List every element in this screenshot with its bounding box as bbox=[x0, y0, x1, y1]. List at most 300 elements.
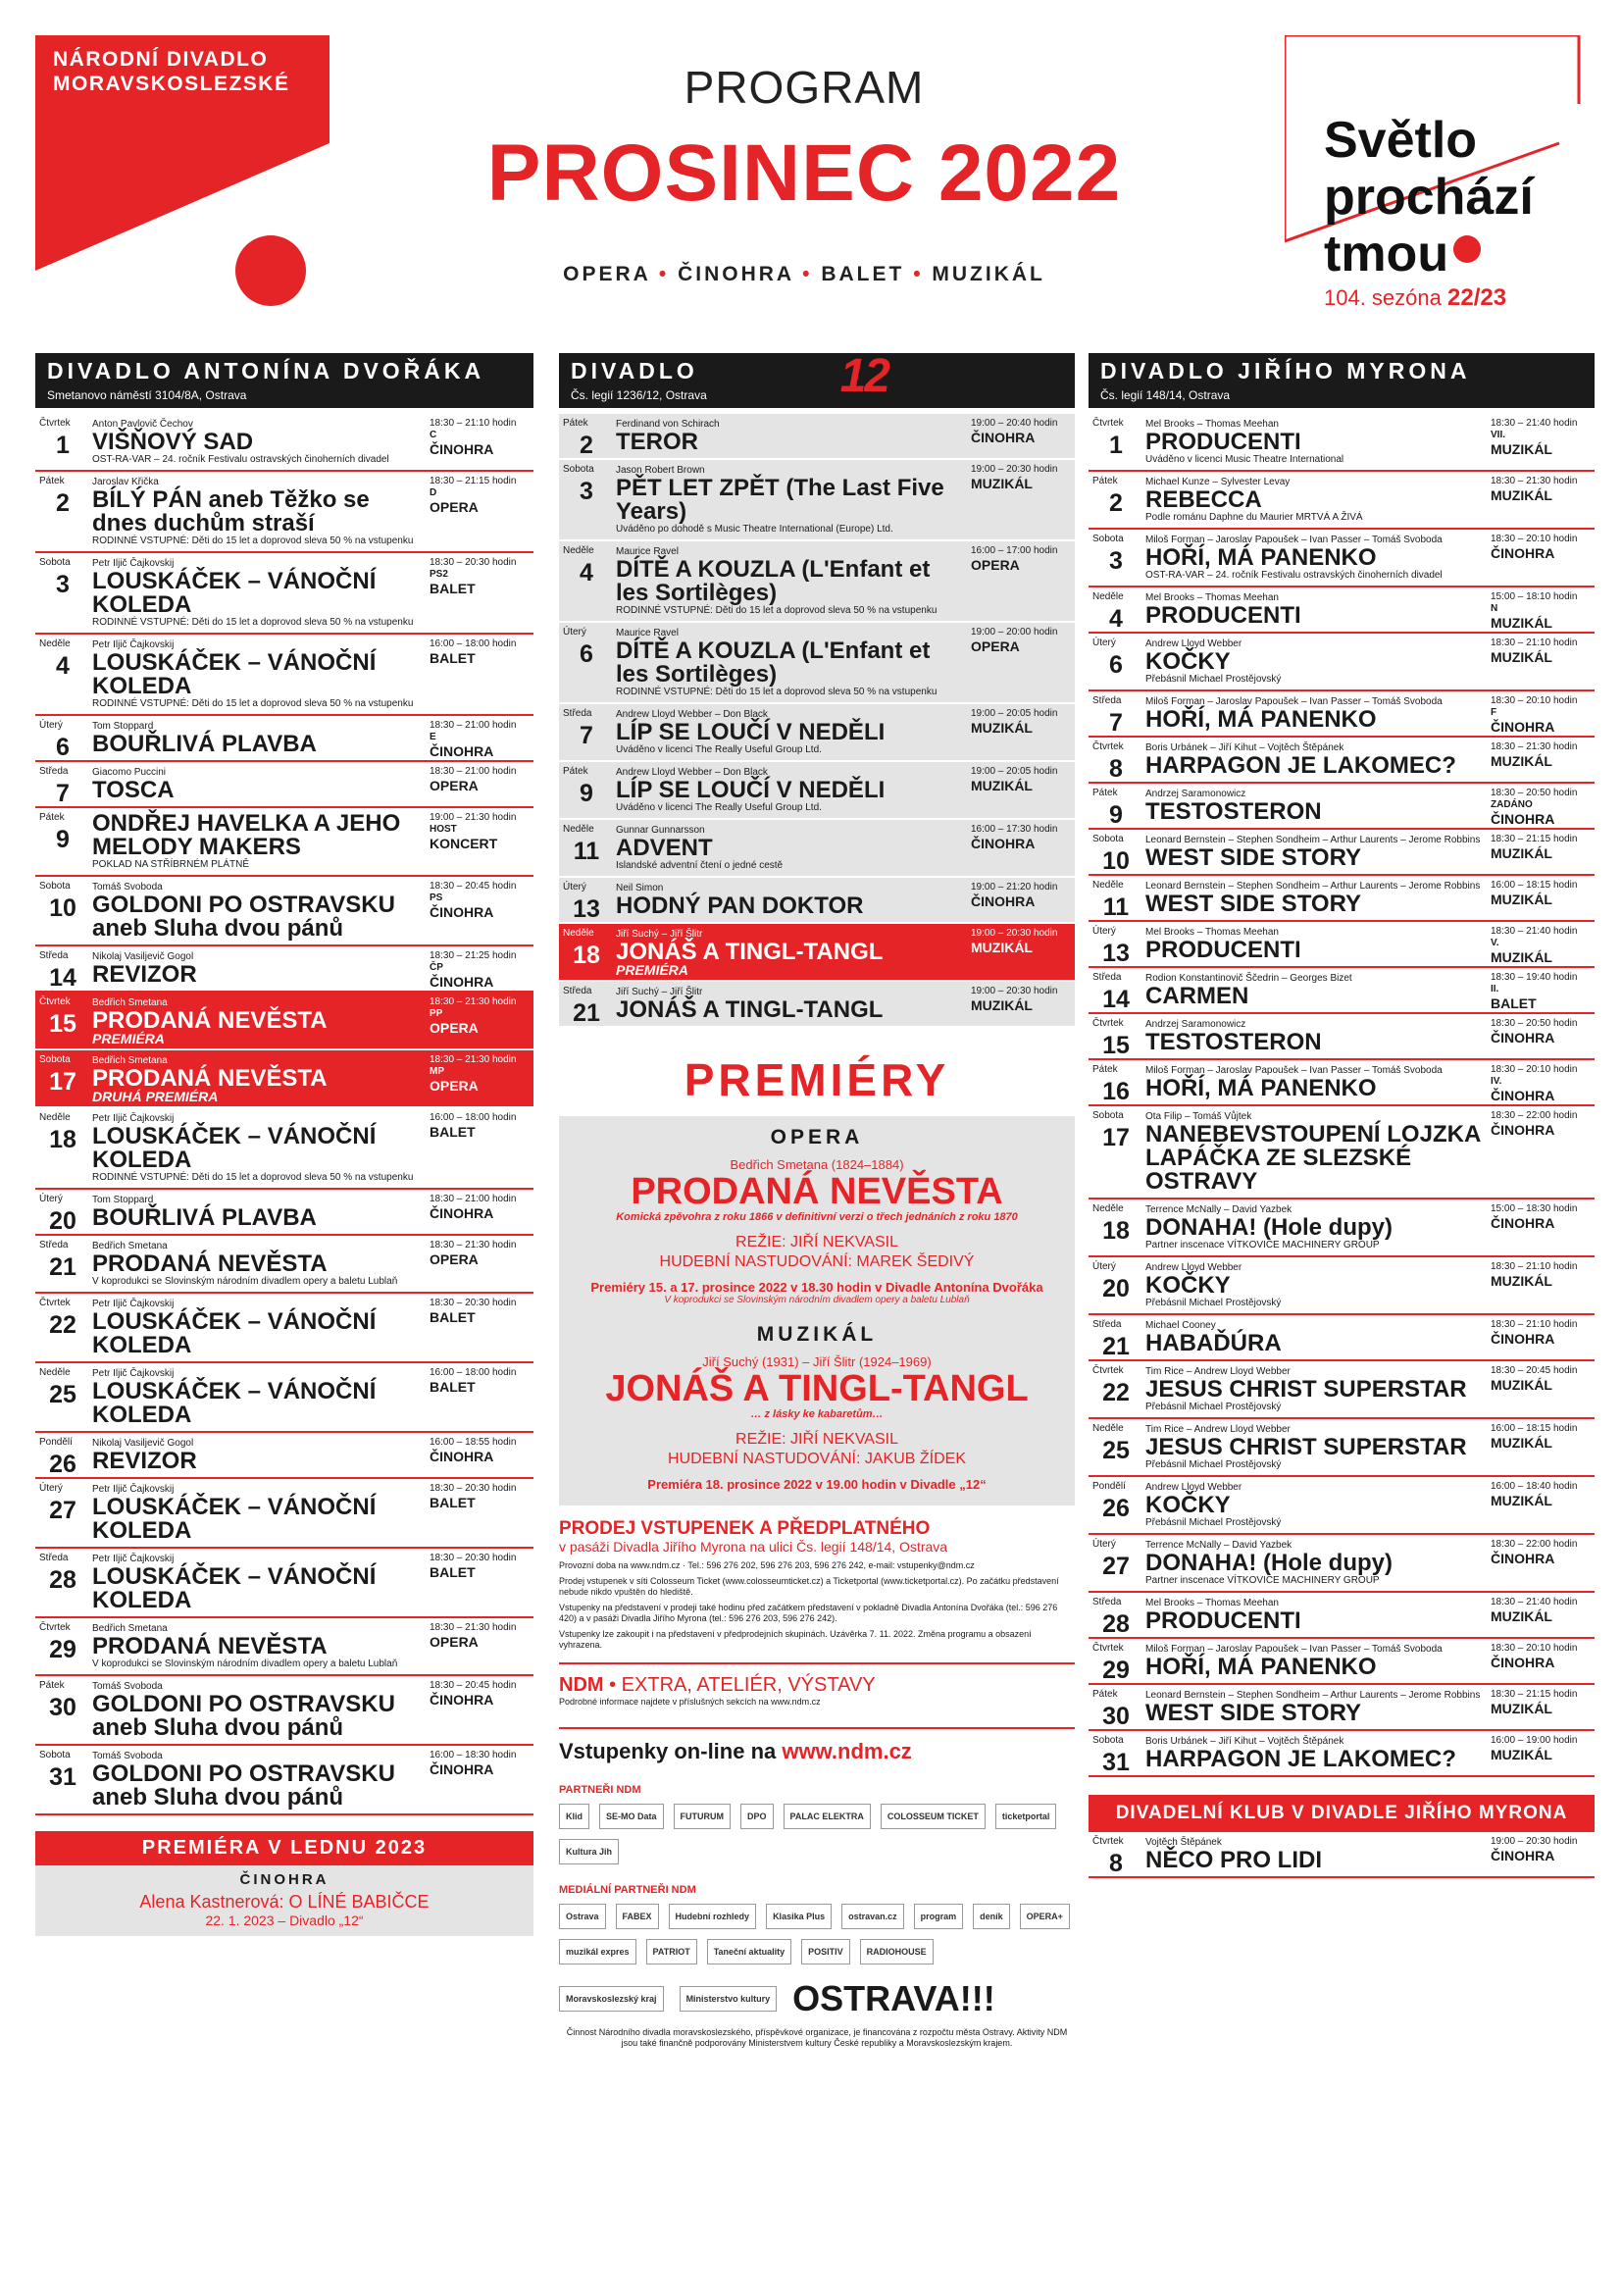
event-author: Bedřich Smetana bbox=[92, 1241, 168, 1251]
event-time: 19:00 – 20:30 hodin bbox=[971, 986, 1058, 996]
event-note: V koprodukci se Slovinským národním divadlem opery a baletu Lublaň bbox=[92, 1276, 398, 1287]
event-row[interactable] bbox=[1089, 691, 1595, 738]
event-title[interactable]: PRODANÁ NEVĚSTA bbox=[92, 1007, 328, 1034]
media-partner-logo[interactable]: PATRIOT bbox=[646, 1939, 697, 1964]
event-author: Jiří Suchý – Jiří Šlitr bbox=[616, 929, 703, 940]
partner-logo[interactable]: SE-MO Data bbox=[599, 1804, 664, 1829]
event-title[interactable]: KOČKY bbox=[1145, 648, 1231, 675]
event-title[interactable]: CARMEN bbox=[1145, 983, 1249, 1009]
event-title[interactable]: DÍTĚ A KOUZLA (L'Enfant et les Sortilèges) bbox=[616, 556, 931, 606]
event-genre: MUZIKÁL bbox=[1491, 1608, 1552, 1624]
event-row[interactable] bbox=[35, 808, 533, 877]
event-time: 18:30 – 21:10 hodin bbox=[1491, 1319, 1578, 1330]
event-date-number: 7 bbox=[56, 780, 70, 807]
event-date-number: 27 bbox=[1102, 1553, 1130, 1580]
ministry-logo[interactable]: Ministerstvo kultury bbox=[680, 1986, 778, 2012]
january-premiere-genre: ČINOHRA bbox=[239, 1871, 329, 1888]
event-title[interactable]: PRODANÁ NEVĚSTA bbox=[92, 1065, 328, 1092]
genre-ballet[interactable]: BALET bbox=[821, 263, 905, 285]
event-time: 18:30 – 20:30 hodin bbox=[430, 1553, 517, 1563]
event-title[interactable]: REVIZOR bbox=[92, 961, 197, 988]
event-date-number: 28 bbox=[1102, 1610, 1130, 1638]
event-note: Uváděno po dohodě s Music Theatre International (Europe) Ltd. bbox=[616, 524, 893, 535]
premiere-opera-date: Premiéry 15. a 17. prosince 2022 v 18.30 hodin v Divadle Antonína Dvořáka bbox=[590, 1280, 1043, 1295]
event-title[interactable]: PRODUCENTI bbox=[1145, 1607, 1301, 1634]
event-date-number: 22 bbox=[1102, 1379, 1130, 1406]
event-note: Přebásnil Michael Prostějovský bbox=[1145, 1517, 1282, 1528]
event-day: Pátek bbox=[39, 476, 65, 486]
partner-logos bbox=[559, 1804, 1075, 1864]
genre-musical[interactable]: MUZIKÁL bbox=[932, 263, 1045, 285]
event-genre: ČINOHRA bbox=[971, 430, 1036, 445]
event-row[interactable] bbox=[559, 704, 1075, 762]
event-title[interactable]: ADVENT bbox=[616, 835, 713, 861]
partner-logo[interactable]: DPO bbox=[740, 1804, 774, 1829]
event-row[interactable] bbox=[559, 878, 1075, 924]
premiere-opera-title[interactable]: PRODANÁ NEVĚSTA bbox=[631, 1171, 1003, 1212]
event-row[interactable] bbox=[35, 1190, 533, 1236]
event-time: 18:30 – 21:30 hodin bbox=[430, 996, 517, 1007]
event-author: Nikolaj Vasiljevič Gogol bbox=[92, 1438, 194, 1449]
event-day: Úterý bbox=[39, 720, 63, 731]
genre-list bbox=[549, 263, 1059, 286]
event-genre: BALET bbox=[430, 1564, 476, 1580]
media-partner-logo[interactable]: program bbox=[914, 1904, 964, 1929]
event-title[interactable]: DONAHA! (Hole dupy) bbox=[1145, 1550, 1393, 1576]
event-row[interactable] bbox=[35, 762, 533, 808]
event-note: Partner inscenace VÍTKOVICE MACHINERY GROUP bbox=[1145, 1575, 1380, 1586]
event-note: Uváděno v licenci Music Theatre International bbox=[1145, 454, 1344, 465]
event-title[interactable]: PĚT LET ZPĚT (The Last Five Years) bbox=[616, 475, 944, 525]
ndm-brand: NDM bbox=[559, 1674, 604, 1696]
event-time: 18:30 – 21:00 hodin bbox=[430, 720, 517, 731]
event-genre: ČINOHRA bbox=[430, 441, 494, 457]
event-author: Petr Iljič Čajkovskij bbox=[92, 1113, 175, 1124]
event-genre: ČINOHRA bbox=[430, 1449, 494, 1464]
event-row[interactable] bbox=[35, 716, 533, 762]
event-day: Čtvrtek bbox=[1092, 1643, 1124, 1654]
event-time: 18:30 – 22:00 hodin bbox=[1491, 1110, 1578, 1121]
event-date-number: 2 bbox=[1109, 489, 1123, 517]
event-row[interactable] bbox=[559, 924, 1075, 982]
event-title[interactable]: HABAĎÚRA bbox=[1145, 1330, 1282, 1356]
event-genre: BALET bbox=[430, 1379, 476, 1395]
event-author: Bedřich Smetana bbox=[92, 1623, 168, 1634]
event-title[interactable]: JONÁŠ A TINGL-TANGL bbox=[616, 939, 884, 965]
january-premiere-date: 22. 1. 2023 – Divadlo „12“ bbox=[205, 1913, 364, 1928]
event-row[interactable] bbox=[1089, 1593, 1595, 1639]
event-time: 16:00 – 18:00 hodin bbox=[430, 1112, 517, 1123]
event-genre: ČINOHRA bbox=[1491, 1331, 1555, 1347]
event-date-number: 28 bbox=[49, 1566, 76, 1594]
event-row[interactable] bbox=[1089, 634, 1595, 691]
event-title[interactable]: PRODANÁ NEVĚSTA bbox=[92, 1633, 328, 1659]
event-title[interactable]: WEST SIDE STORY bbox=[1145, 844, 1362, 871]
event-title[interactable]: LOUSKÁČEK – VÁNOČNÍ KOLEDA bbox=[92, 1123, 377, 1173]
event-row[interactable] bbox=[35, 993, 533, 1050]
event-note: RODINNÉ VSTUPNÉ: Děti do 15 let a doprovod sleva 50 % na vstupenku bbox=[616, 605, 938, 616]
event-title[interactable]: TESTOSTERON bbox=[1145, 798, 1322, 825]
event-row[interactable] bbox=[1089, 922, 1595, 968]
event-row[interactable] bbox=[1089, 876, 1595, 922]
genre-drama[interactable]: ČINOHRA bbox=[678, 263, 794, 285]
event-code: ČP bbox=[430, 962, 443, 973]
event-author: Miloš Forman – Jaroslav Papoušek – Ivan Passer – Tomáš Svoboda bbox=[1145, 696, 1443, 707]
partner-logo[interactable]: Kultura Jih bbox=[559, 1839, 619, 1864]
event-row[interactable] bbox=[35, 1236, 533, 1294]
event-genre: BALET bbox=[430, 650, 476, 666]
event-time: 16:00 – 18:00 hodin bbox=[430, 1367, 517, 1378]
event-author: Tim Rice – Andrew Lloyd Webber bbox=[1145, 1366, 1291, 1377]
event-row[interactable] bbox=[1089, 1685, 1595, 1731]
event-title[interactable]: TEROR bbox=[616, 429, 698, 455]
event-author: Miloš Forman – Jaroslav Papoušek – Ivan Passer – Tomáš Svoboda bbox=[1145, 1644, 1443, 1655]
media-partners-label: MEDIÁLNÍ PARTNEŘI NDM bbox=[559, 1884, 696, 1896]
venue-name: DIVADLO ANTONÍNA DVOŘÁKA bbox=[47, 358, 485, 383]
event-row[interactable] bbox=[559, 414, 1075, 460]
event-row[interactable] bbox=[1089, 738, 1595, 784]
event-date-number: 4 bbox=[56, 652, 70, 680]
region-logo[interactable]: Moravskoslezský kraj bbox=[559, 1986, 664, 2012]
media-partner-logo[interactable]: RADIOHOUSE bbox=[860, 1939, 934, 1964]
ndm-extra bbox=[559, 1662, 1075, 1708]
ndm-extra-text: • EXTRA, ATELIÉR, VÝSTAVY bbox=[609, 1674, 876, 1696]
partner-logo[interactable]: COLOSSEUM TICKET bbox=[881, 1804, 986, 1829]
partners-label: PARTNEŘI NDM bbox=[559, 1784, 641, 1796]
event-row[interactable] bbox=[35, 1549, 533, 1618]
media-partner-logo[interactable]: Hudební rozhledy bbox=[669, 1904, 757, 1929]
event-row[interactable] bbox=[35, 1363, 533, 1433]
event-row[interactable] bbox=[1089, 414, 1595, 472]
media-partner-logo[interactable]: Taneční aktuality bbox=[707, 1939, 791, 1964]
event-day: Středa bbox=[563, 708, 592, 719]
event-note: RODINNÉ VSTUPNÉ: Děti do 15 let a doprovod sleva 50 % na vstupenku bbox=[616, 687, 938, 697]
event-date-number: 25 bbox=[49, 1381, 76, 1408]
event-row[interactable] bbox=[1089, 530, 1595, 587]
event-genre: MUZIKÁL bbox=[1491, 1273, 1552, 1289]
event-date-number: 10 bbox=[49, 894, 76, 922]
event-genre: MUZIKÁL bbox=[971, 720, 1033, 736]
event-date-number: 7 bbox=[580, 722, 593, 749]
event-row[interactable] bbox=[559, 623, 1075, 704]
event-row[interactable] bbox=[1089, 1731, 1595, 1777]
event-title[interactable]: KOČKY bbox=[1145, 1272, 1231, 1299]
event-row[interactable] bbox=[559, 762, 1075, 820]
event-row[interactable] bbox=[35, 1050, 533, 1108]
bullet-icon: • bbox=[802, 263, 813, 285]
media-partner-logo[interactable]: ostravan.cz bbox=[841, 1904, 904, 1929]
event-row[interactable] bbox=[35, 1433, 533, 1479]
event-title[interactable]: HODNÝ PAN DOKTOR bbox=[616, 893, 864, 919]
event-title[interactable]: LOUSKÁČEK – VÁNOČNÍ KOLEDA bbox=[92, 568, 377, 618]
event-day: Středa bbox=[1092, 1319, 1122, 1330]
event-row[interactable] bbox=[1089, 1639, 1595, 1685]
event-title[interactable]: GOLDONI PO OSTRAVSKU aneb Sluha dvou pánů bbox=[92, 892, 395, 942]
event-time: 18:30 – 21:15 hodin bbox=[1491, 1689, 1578, 1700]
event-row[interactable] bbox=[1089, 1014, 1595, 1060]
event-genre: MUZIKÁL bbox=[1491, 1493, 1552, 1508]
event-author: Ferdinand von Schirach bbox=[616, 419, 720, 430]
bullet-icon: • bbox=[913, 263, 924, 285]
event-author: Tom Stoppard bbox=[92, 1195, 154, 1205]
event-day: Pátek bbox=[1092, 1689, 1118, 1700]
tickets-sales: Prodej vstupenek v síti Colosseum Ticket (www.colosseumticket.cz) a Ticketportal (www.ticketportal.cz). Po začátku představení nebude nikdo vpuštěn do hlediště. bbox=[559, 1576, 1059, 1597]
event-day: Čtvrtek bbox=[1092, 1365, 1124, 1376]
event-code: HOST bbox=[430, 824, 457, 835]
genre-opera[interactable]: OPERA bbox=[563, 263, 651, 285]
event-row[interactable] bbox=[1089, 587, 1595, 634]
event-day: Neděle bbox=[39, 1112, 71, 1123]
event-title[interactable]: WEST SIDE STORY bbox=[1145, 1700, 1362, 1726]
event-time: 18:30 – 20:30 hodin bbox=[430, 1483, 517, 1494]
event-genre: ČINOHRA bbox=[971, 893, 1036, 909]
event-row[interactable] bbox=[35, 946, 533, 993]
event-row[interactable] bbox=[559, 982, 1075, 1028]
event-title[interactable]: JONÁŠ A TINGL-TANGL bbox=[616, 996, 884, 1023]
event-author: Tomáš Svoboda bbox=[92, 1681, 163, 1692]
event-day: Sobota bbox=[39, 557, 71, 568]
january-premiere-heading: PREMIÉRA V LEDNU 2023 bbox=[35, 1831, 533, 1865]
event-title[interactable]: JESUS CHRIST SUPERSTAR bbox=[1145, 1434, 1467, 1460]
theatre-logo[interactable] bbox=[35, 35, 329, 310]
event-title[interactable]: JESUS CHRIST SUPERSTAR bbox=[1145, 1376, 1467, 1403]
event-title[interactable]: NĚCO PRO LIDI bbox=[1145, 1847, 1323, 1873]
divadlo-12-logo-icon: 12 bbox=[839, 350, 888, 402]
media-partner-logo[interactable]: FABEX bbox=[616, 1904, 659, 1929]
ticket-info bbox=[559, 1519, 1075, 2049]
venue-address: Čs. legií 148/14, Ostrava bbox=[1100, 388, 1231, 402]
event-row[interactable] bbox=[35, 635, 533, 716]
event-time: 18:30 – 21:15 hodin bbox=[430, 476, 517, 486]
event-row[interactable] bbox=[1089, 1477, 1595, 1535]
event-day: Sobota bbox=[563, 464, 594, 475]
event-row[interactable] bbox=[1089, 1832, 1595, 1878]
event-time: 16:00 – 18:30 hodin bbox=[430, 1750, 517, 1760]
tickets-title: PRODEJ VSTUPENEK A PŘEDPLATNÉHO bbox=[559, 1518, 931, 1539]
event-row[interactable] bbox=[559, 820, 1075, 878]
media-partner-logo[interactable]: POSITIV bbox=[801, 1939, 850, 1964]
event-day: Čtvrtek bbox=[39, 1622, 71, 1633]
event-title[interactable]: WEST SIDE STORY bbox=[1145, 891, 1362, 917]
event-title[interactable]: LOUSKÁČEK – VÁNOČNÍ KOLEDA bbox=[92, 1563, 377, 1613]
event-title[interactable]: LOUSKÁČEK – VÁNOČNÍ KOLEDA bbox=[92, 649, 377, 699]
event-code: C bbox=[430, 430, 437, 440]
event-title[interactable]: DONAHA! (Hole dupy) bbox=[1145, 1214, 1393, 1241]
media-partner-logo[interactable]: muzikál expres bbox=[559, 1939, 636, 1964]
event-row[interactable] bbox=[1089, 1106, 1595, 1199]
event-row[interactable] bbox=[35, 1479, 533, 1549]
event-author: Mel Brooks – Thomas Meehan bbox=[1145, 927, 1279, 938]
event-time: 19:00 – 20:05 hodin bbox=[971, 766, 1058, 777]
event-title[interactable]: DÍTĚ A KOUZLA (L'Enfant et les Sortilèges) bbox=[616, 638, 931, 688]
event-author: Michael Kunze – Sylvester Levay bbox=[1145, 477, 1291, 487]
event-day: Sobota bbox=[1092, 1735, 1124, 1746]
event-author: Petr Iljič Čajkovskij bbox=[92, 1368, 175, 1379]
premiere-musical-title[interactable]: JONÁŠ A TINGL-TANGL bbox=[605, 1368, 1029, 1409]
event-genre: BALET bbox=[1491, 995, 1537, 1011]
event-row[interactable] bbox=[1089, 472, 1595, 530]
partner-logo[interactable]: FUTURUM bbox=[674, 1804, 732, 1829]
event-author: Tim Rice – Andrew Lloyd Webber bbox=[1145, 1424, 1291, 1435]
event-genre: ČINOHRA bbox=[430, 1205, 494, 1221]
event-time: 18:30 – 20:10 hodin bbox=[1491, 534, 1578, 544]
event-note: Podle románu Daphne du Maurier MRTVÁ A ŽIVÁ bbox=[1145, 512, 1363, 523]
venue-address: Čs. legií 1236/12, Ostrava bbox=[571, 388, 707, 402]
event-row[interactable] bbox=[1089, 1199, 1595, 1257]
event-title[interactable]: LOUSKÁČEK – VÁNOČNÍ KOLEDA bbox=[92, 1308, 377, 1358]
event-day: Sobota bbox=[39, 1054, 71, 1065]
tickets-note: Vstupenky lze zakoupit i na představení v předprodejních skupinách. Uzávěrka 7. 11. 2022. Změna programu a obsazení vyhrazena. bbox=[559, 1629, 1032, 1650]
event-title[interactable]: BÍLÝ PÁN aneb Těžko se dnes duchům straší bbox=[92, 486, 370, 536]
partner-logo[interactable]: PALAC ELEKTRA bbox=[784, 1804, 871, 1829]
ostrava-logo[interactable]: OSTRAVA!!! bbox=[792, 1978, 995, 2018]
event-code: MP bbox=[430, 1066, 444, 1077]
premiere-musical-date: Premiéra 18. prosince 2022 v 19.00 hodin v Divadle „12“ bbox=[647, 1477, 987, 1492]
event-time: 18:30 – 20:45 hodin bbox=[1491, 1365, 1578, 1376]
ndm-extra-note: Podrobné informace najdete v příslušných sekcích na www.ndm.cz bbox=[559, 1697, 821, 1707]
slogan-text bbox=[1324, 112, 1534, 282]
event-title[interactable]: HOŘÍ, MÁ PANENKO bbox=[1145, 1075, 1377, 1101]
event-title[interactable]: NANEBEVSTOUPENÍ LOJZKA LAPÁČKA ZE SLEZSKÉ OSTRAVY bbox=[1145, 1121, 1481, 1195]
event-day: Pondělí bbox=[1092, 1481, 1126, 1492]
event-title[interactable]: REVIZOR bbox=[92, 1448, 197, 1474]
event-title[interactable]: HOŘÍ, MÁ PANENKO bbox=[1145, 1654, 1377, 1680]
event-date-number: 3 bbox=[580, 478, 593, 505]
event-day: Středa bbox=[1092, 1597, 1122, 1607]
event-row[interactable] bbox=[1089, 1419, 1595, 1477]
event-title[interactable]: TOSCA bbox=[92, 777, 175, 803]
premiere-musical-composer: Jiří Suchý (1931) – Jiří Šlitr (1924–1969) bbox=[702, 1354, 932, 1369]
event-title[interactable]: HOŘÍ, MÁ PANENKO bbox=[1145, 706, 1377, 733]
event-row[interactable] bbox=[1089, 1315, 1595, 1361]
online-label: Vstupenky on-line na bbox=[559, 1739, 777, 1763]
event-note: RODINNÉ VSTUPNÉ: Děti do 15 let a doprovod sleva 50 % na vstupenku bbox=[92, 1172, 414, 1183]
event-title[interactable]: LÍP SE LOUČÍ V NEDĚLI bbox=[616, 719, 886, 745]
event-author: Andrew Lloyd Webber bbox=[1145, 1262, 1242, 1273]
event-time: 19:00 – 21:30 hodin bbox=[430, 812, 517, 823]
event-date-number: 14 bbox=[49, 964, 76, 992]
event-row[interactable] bbox=[35, 877, 533, 946]
event-time: 19:00 – 20:30 hodin bbox=[1491, 1836, 1578, 1847]
event-date-number: 6 bbox=[56, 734, 70, 761]
event-author: Andrzej Saramonowicz bbox=[1145, 789, 1246, 799]
event-row[interactable] bbox=[559, 541, 1075, 623]
event-row[interactable] bbox=[1089, 1361, 1595, 1419]
theatre-name-line2: MORAVSKOSLEZSKÉ bbox=[53, 73, 290, 95]
event-title[interactable]: PRODANÁ NEVĚSTA bbox=[92, 1250, 328, 1277]
event-time: 18:30 – 21:40 hodin bbox=[1491, 926, 1578, 937]
event-note: RODINNÉ VSTUPNÉ: Děti do 15 let a doprovod sleva 50 % na vstupenku bbox=[92, 698, 414, 709]
event-title[interactable]: LOUSKÁČEK – VÁNOČNÍ KOLEDA bbox=[92, 1378, 377, 1428]
event-time: 18:30 – 20:45 hodin bbox=[430, 881, 517, 892]
event-day: Úterý bbox=[1092, 1261, 1116, 1272]
event-time: 18:30 – 21:30 hodin bbox=[430, 1054, 517, 1065]
event-row[interactable] bbox=[35, 553, 533, 635]
event-row[interactable] bbox=[35, 472, 533, 553]
event-genre: OPERA bbox=[430, 499, 479, 515]
event-row[interactable] bbox=[35, 1618, 533, 1676]
event-row[interactable] bbox=[35, 1294, 533, 1363]
online-url-link[interactable]: www.ndm.cz bbox=[782, 1739, 912, 1763]
event-row[interactable] bbox=[1089, 1257, 1595, 1315]
event-row[interactable] bbox=[559, 460, 1075, 541]
event-title[interactable]: PRODUCENTI bbox=[1145, 937, 1301, 963]
event-title[interactable]: BOUŘLIVÁ PLAVBA bbox=[92, 731, 317, 757]
event-title[interactable]: HOŘÍ, MÁ PANENKO bbox=[1145, 544, 1377, 571]
event-day: Pátek bbox=[1092, 476, 1118, 486]
event-genre: ČINOHRA bbox=[1491, 719, 1555, 735]
event-title[interactable]: HARPAGON JE LAKOMEC? bbox=[1145, 752, 1456, 779]
media-partner-logo[interactable]: OPERA+ bbox=[1020, 1904, 1070, 1929]
event-date-number: 7 bbox=[1109, 709, 1123, 737]
event-author: Leonard Bernstein – Stephen Sondheim – Arthur Laurents – Jerome Robbins bbox=[1145, 1690, 1481, 1701]
event-row[interactable] bbox=[1089, 968, 1595, 1014]
event-date-number: 1 bbox=[56, 432, 70, 459]
event-note: OST-RA-VAR – 24. ročník Festivalu ostravských činoherních divadel bbox=[1145, 570, 1443, 581]
partner-logo[interactable]: ticketportal bbox=[995, 1804, 1057, 1829]
tickets-contact: Provozní doba na www.ndm.cz · Tel.: 596 276 202, 596 276 203, 596 276 242, e-mail: vstupenky@ndm.cz bbox=[559, 1560, 975, 1570]
event-genre: ČINOHRA bbox=[430, 1761, 494, 1777]
january-premiere-title[interactable]: Alena Kastnerová: O LÍNÉ BABIČCE bbox=[139, 1892, 430, 1912]
event-genre: ČINOHRA bbox=[430, 974, 494, 990]
event-title[interactable]: LOUSKÁČEK – VÁNOČNÍ KOLEDA bbox=[92, 1494, 377, 1544]
event-title[interactable]: GOLDONI PO OSTRAVSKU aneb Sluha dvou pánů bbox=[92, 1691, 395, 1741]
event-title[interactable]: TESTOSTERON bbox=[1145, 1029, 1322, 1055]
event-row[interactable] bbox=[35, 1746, 533, 1815]
event-title[interactable]: GOLDONI PO OSTRAVSKU aneb Sluha dvou pánů bbox=[92, 1760, 395, 1811]
event-row[interactable] bbox=[1089, 1060, 1595, 1106]
event-title[interactable]: KOČKY bbox=[1145, 1492, 1231, 1518]
event-row[interactable] bbox=[1089, 1535, 1595, 1593]
event-row[interactable] bbox=[1089, 830, 1595, 876]
event-row[interactable] bbox=[35, 414, 533, 472]
event-day: Čtvrtek bbox=[1092, 741, 1124, 752]
event-day: Úterý bbox=[1092, 1539, 1116, 1550]
event-author: Leonard Bernstein – Stephen Sondheim – Arthur Laurents – Jerome Robbins bbox=[1145, 881, 1481, 892]
premiere-opera-conductor: HUDEBNÍ NASTUDOVÁNÍ: MAREK ŠEDIVÝ bbox=[659, 1253, 975, 1270]
event-date-number: 26 bbox=[49, 1451, 76, 1478]
event-row[interactable] bbox=[1089, 784, 1595, 830]
event-code: F bbox=[1491, 707, 1497, 718]
event-row[interactable] bbox=[35, 1676, 533, 1746]
media-partner-logo[interactable]: deník bbox=[973, 1904, 1010, 1929]
event-title[interactable]: VIŠŇOVÝ SAD bbox=[92, 429, 254, 455]
partner-logo[interactable]: Klid bbox=[559, 1804, 589, 1829]
media-partner-logo[interactable]: Ostrava bbox=[559, 1904, 606, 1929]
event-title[interactable]: LÍP SE LOUČÍ V NEDĚLI bbox=[616, 777, 886, 803]
event-title[interactable]: PRODUCENTI bbox=[1145, 429, 1301, 455]
event-date-number: 30 bbox=[1102, 1703, 1130, 1730]
event-day: Neděle bbox=[39, 638, 71, 649]
event-time: 16:00 – 17:00 hodin bbox=[971, 545, 1058, 556]
event-day: Čtvrtek bbox=[39, 996, 71, 1007]
event-genre: MUZIKÁL bbox=[1491, 1377, 1552, 1393]
event-title[interactable]: HARPAGON JE LAKOMEC? bbox=[1145, 1746, 1456, 1772]
event-genre: OPERA bbox=[430, 778, 479, 793]
event-note: Přebásnil Michael Prostějovský bbox=[1145, 674, 1282, 685]
event-day: Čtvrtek bbox=[39, 418, 71, 429]
event-title[interactable]: BOUŘLIVÁ PLAVBA bbox=[92, 1204, 317, 1231]
media-partner-logo[interactable]: Klasika Plus bbox=[766, 1904, 832, 1929]
event-time: 19:00 – 20:30 hodin bbox=[971, 464, 1058, 475]
event-title[interactable]: REBECCA bbox=[1145, 486, 1262, 513]
tickets-boxoffice: Vstupenky na představení v prodeji také hodinu před začátkem představení v pokladně Divadla Antonína Dvořáka (tel.: 596 276 420) a v pasáži Divadla Jiřího Myrona (tel.: 596 276 203, 596 276 242). bbox=[559, 1603, 1058, 1623]
event-title[interactable]: ONDŘEJ HAVELKA A JEHO MELODY MAKERS bbox=[92, 810, 401, 860]
event-title[interactable]: PRODUCENTI bbox=[1145, 602, 1301, 629]
event-genre: MUZIKÁL bbox=[971, 997, 1033, 1013]
event-date-number: 4 bbox=[1109, 605, 1123, 633]
event-row[interactable] bbox=[35, 1108, 533, 1190]
